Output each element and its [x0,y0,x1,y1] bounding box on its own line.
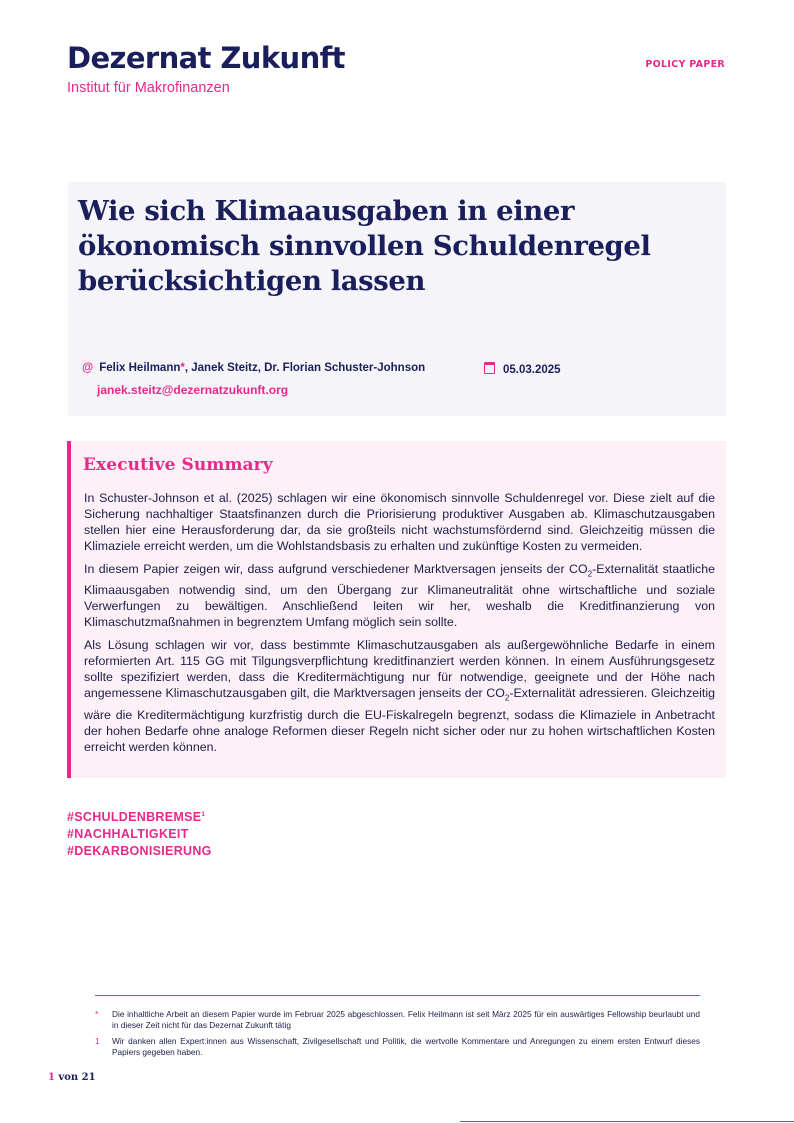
authors-other: , Janek Steitz, Dr. Florian Schuster-Johnson [184,362,426,374]
page-number [48,1072,96,1083]
page-total: von 21 [54,1072,96,1083]
footnote-text: Die inhaltliche Arbeit an diesem Papier wurde im Februar 2025 abgeschlossen. Felix Heilmann ist seit März 2025 für ein auswärtiges Fellowship beurlaubt und in dieser Zeit nicht für das Dezernat Zukunft tätig [112,1009,700,1030]
footnote-ref: 1 [201,811,206,818]
summary-paragraph [84,637,715,754]
summary-heading: Executive Summary [83,455,273,475]
current-page: 1 [48,1072,55,1083]
calendar-icon [484,362,495,374]
subscript: 2 [587,569,593,579]
footnote [95,1036,700,1058]
text-run: Als Lösung schlagen wir vor, dass bestimmte Klimaschutzausgaben als außergewöhnliche Bedarfe in einem reformierten Art. 115 GG mit Tilgungsverpflichtung kreditfinanziert werden können. In einem Ausführungsgesetz sollte spezifiziert werden, dass die Kreditermächtigung nur für notwendige, geeignete und der Höhe nach angemessene Klimaschutzausgaben gilt, die Marktversagen jenseits der CO [84,638,715,701]
publication-date: 05.03.2025 [503,364,561,376]
footnote-divider [95,995,700,996]
bottom-divider [460,1121,794,1122]
hashtag[interactable] [67,806,212,826]
footnote-text: Wir danken allen Expert:innen aus Wissenschaft, Zivilgesellschaft und Politik, die wertvolle Kommentare und Anregungen zu einem ersten Entwurf dieses Papiers gegeben haben. [112,1036,700,1057]
summary-paragraph: In Schuster-Johnson et al. (2025) schlagen wir eine ökonomisch sinnvolle Schuldenregel vor. Diese zielt auf die Sicherung nachhaltiger Staatsfinanzen durch die Priorisierung produktiver Ausgaben ab. Klimaschutzausgaben stellen hier eine Herausforderung dar, da sie großteils nicht wachstumsfördernd sind. Gleichzeitig müssen die Klimaziele erreicht werden, um die Wohlstandsbasis zu erhalten und zukünftige Kosten zu vermeiden. [84,491,715,553]
text-run: In diesem Papier zeigen wir, dass aufgrund verschiedener Marktversagen jenseits der CO [84,562,588,576]
contact-email[interactable]: janek.steitz@dezernatzukunft.org [97,383,289,397]
hashtag[interactable]: #NACHHALTIGKEIT [67,827,189,842]
logo-title: Dezernat Zukunft [67,41,345,75]
summary-body [84,490,715,762]
paper-title: Wie sich Klimaausgaben in einer ökonomisch sinnvollen Schuldenregel berücksichtigen lassen [78,195,651,297]
footnote-mark: 1 [95,1036,100,1046]
text-run: -Externalität staatliche Klimaausgaben notwendig sind, um den Übergang zur Klimaneutralität ohne wirtschaftliche und soziale Verwerfungen zu bewältigen. Anschließend leiten wir her, weshalb die Kreditfinanzierung von Klimaschutzmaßnahmen in begrenztem Umfang möglich sein sollte. [84,562,715,630]
hashtag-list [67,806,212,860]
authors-line [82,362,425,374]
title-block [68,182,726,416]
text-run: -Externalität adressieren. Gleichzeitig wäre die Kreditermächtigung kurzfristig durch die EU-Fiskalregeln begrenzt, sodass die Klimaziele in Anbetracht der hohen Bedarfe ohne analoge Reformen dieser Regeln nicht sicher oder nur zu hohen wirtschaftlichen Kosten erreicht werden können. [84,686,716,754]
hashtag-text: #SCHULDENBREMSE [67,810,202,825]
footnote-mark: * [95,1009,99,1019]
executive-summary-box [67,441,726,778]
author-footnote-mark: * [180,362,185,374]
date-line [484,362,561,376]
subscript: 2 [504,693,510,703]
footnote [95,1009,700,1031]
document-type-label: POLICY PAPER [645,59,725,70]
summary-paragraph [84,561,715,630]
logo-subtitle: Institut für Makrofinanzen [67,80,230,96]
at-icon: @ [82,362,94,374]
author-primary: Felix Heilmann [99,362,181,374]
hashtag[interactable]: #DEKARBONISIERUNG [67,844,212,859]
